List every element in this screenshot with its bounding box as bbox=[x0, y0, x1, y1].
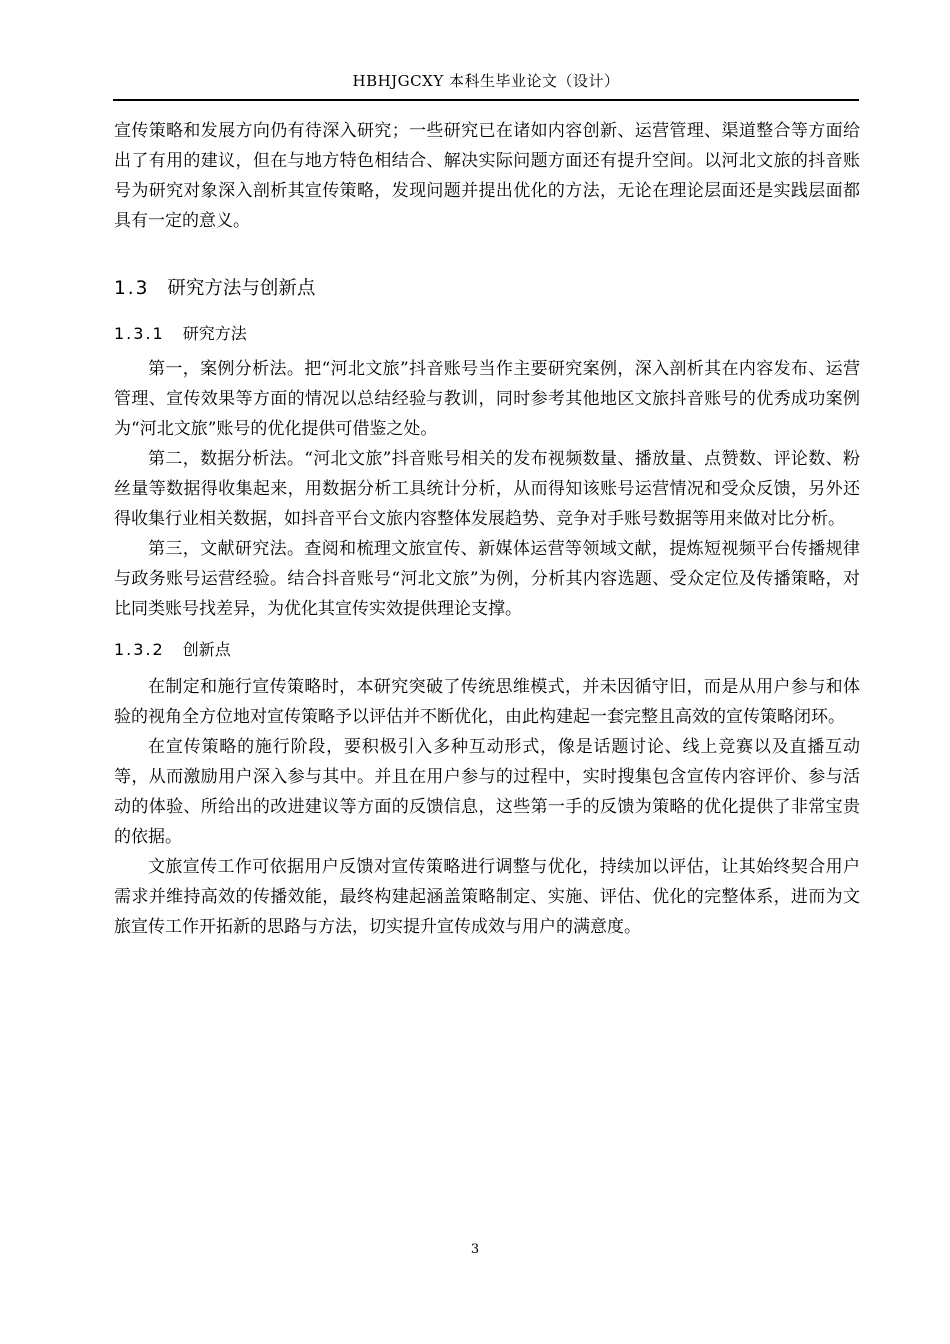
section-title: 研究方法与创新点 bbox=[167, 278, 316, 299]
method-paragraph-case-analysis: 第一，案例分析法。把“河北文旅”抖音账号当作主要研究案例，深入剖析其在内容发布、运营管理、宣传效果等方面的情况以总结经验与教训，同时参考其他地区文旅抖音账号的优秀成功案例为“河北文旅”账号的优化提供可借鉴之处。 bbox=[114, 359, 860, 439]
methods-body bbox=[114, 354, 860, 624]
subsection-title: 创新点 bbox=[182, 640, 231, 659]
method-paragraph-literature-research: 第三，文献研究法。查阅和梳理文旅宣传、新媒体运营等领域文献，提炼短视频平台传播规律与政务账号运营经验。结合抖音账号“河北文旅”为例，分析其内容选题、受众定位及传播策略，对比同类账号找差异，为优化其宣传实效提供理论支撑。 bbox=[114, 539, 860, 619]
innovation-paragraph-1: 在制定和施行宣传策略时，本研究突破了传统思维模式，并未因循守旧，而是从用户参与和体验的视角全方位地对宣传策略予以评估并不断优化，由此构建起一套完整且高效的宣传策略闭环。 bbox=[114, 677, 860, 727]
running-header: HBHJGCXY 本科生毕业论文（设计） bbox=[352, 72, 620, 90]
section-heading-1-3-2 bbox=[114, 636, 860, 664]
subsection-number: 1.3.2 bbox=[114, 640, 165, 659]
section-number: 1.3 bbox=[114, 278, 150, 299]
subsection-number: 1.3.1 bbox=[114, 324, 165, 343]
method-paragraph-data-analysis: 第二，数据分析法。“河北文旅”抖音账号相关的发布视频数量、播放量、点赞数、评论数、粉丝量等数据得收集起来，用数据分析工具统计分析，从而得知该账号运营情况和受众反馈，另外还得收集行业相关数据，如抖音平台文旅内容整体发展趋势、竞争对手账号数据等用来做对比分析。 bbox=[114, 449, 860, 529]
innovation-body bbox=[114, 672, 860, 942]
page-number: 3 bbox=[470, 1242, 480, 1257]
innovation-paragraph-3: 文旅宣传工作可依据用户反馈对宣传策略进行调整与优化，持续加以评估，让其始终契合用户需求并维持高效的传播效能，最终构建起涵盖策略制定、实施、评估、优化的完整体系，进而为文旅宣传工作开拓新的思路与方法，切实提升宣传成效与用户的满意度。 bbox=[114, 857, 860, 937]
section-heading-1-3-1 bbox=[114, 320, 860, 348]
subsection-title: 研究方法 bbox=[182, 324, 247, 343]
section-heading-1-3 bbox=[114, 274, 860, 304]
header-divider bbox=[113, 99, 859, 101]
page-body bbox=[114, 116, 860, 942]
innovation-paragraph-2: 在宣传策略的施行阶段，要积极引入多种互动形式，像是话题讨论、线上竞赛以及直播互动等，从而激励用户深入参与其中。并且在用户参与的过程中，实时搜集包含宣传内容评价、参与活动的体验、所给出的改进建议等方面的反馈信息，这些第一手的反馈为策略的优化提供了非常宝贵的依据。 bbox=[114, 737, 860, 847]
intro-paragraph: 宣传策略和发展方向仍有待深入研究；一些研究已在诸如内容创新、运营管理、渠道整合等方面给出了有用的建议，但在与地方特色相结合、解决实际问题方面还有提升空间。以河北文旅的抖音账号为研究对象深入剖析其宣传策略，发现问题并提出优化的方法，无论在理论层面还是实践层面都具有一定的意义。 bbox=[114, 121, 860, 231]
